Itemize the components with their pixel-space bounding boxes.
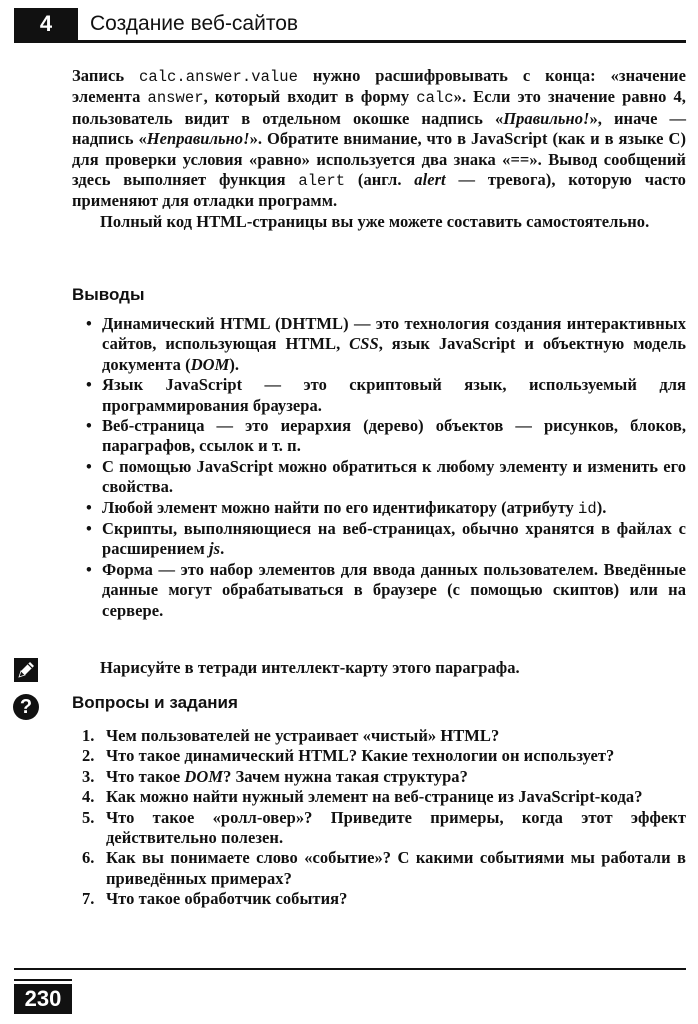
pencil-icon bbox=[14, 658, 38, 682]
question-icon: ? bbox=[13, 694, 39, 720]
list-item: • Веб-страница — это иерархия (дерево) объектов — рисунков, блоков, параграфов, ссылок и т. п. bbox=[86, 416, 686, 457]
intro-paragraph-1: Запись calc.answer.value нужно расшифровывать с конца: «значение элемента answer, который входит в форму calc». Если это значение равно 4, пользователь видит в отдельном окошке надпись «Правильно!», иначе — надпись «Неправильно!». Обратите внимание, что в JavaScript (как и в языке С) для проверки условия «равно» используется два знака «==». Вывод сообщений здесь выполняет функция alert (англ. alert — тревога), которую часто применяют для отладки программ. bbox=[72, 66, 687, 211]
header-rule bbox=[14, 40, 686, 43]
conclusions-heading: Выводы bbox=[72, 285, 145, 304]
page-number-rule bbox=[14, 979, 72, 981]
chapter-title: Создание веб-сайтов bbox=[90, 12, 299, 35]
page-header bbox=[14, 8, 686, 42]
conclusions-list bbox=[86, 314, 686, 621]
list-item: 7. Что такое обработчик события? bbox=[82, 889, 348, 909]
list-item: 6. Как вы понимаете слово «событие»? С какими событиями мы работали в приведённых примерах? bbox=[82, 848, 686, 888]
list-item: • Форма — это набор элементов для ввода данных пользователем. Введённые данные могут обрабатываться в браузере (с помощью скиптов) или на сервере. bbox=[86, 560, 686, 621]
task-text: Нарисуйте в тетради интеллект-карту этого параграфа. bbox=[100, 658, 520, 677]
list-item: • Язык JavaScript — это скриптовый язык, используемый для программирования браузера. bbox=[86, 375, 686, 416]
chapter-number: 4 bbox=[14, 8, 78, 40]
list-item: • Скрипты, выполняющиеся на веб-страницах, обычно хранятся в файлах с расширением js. bbox=[86, 519, 686, 560]
questions-list bbox=[82, 726, 686, 910]
footer-rule bbox=[14, 968, 686, 970]
page-number: 230 bbox=[14, 984, 72, 1014]
questions-heading: Вопросы и задания bbox=[72, 693, 238, 712]
list-item: 3. Что такое DOM? Зачем нужна такая структура? bbox=[82, 766, 468, 786]
intro-text bbox=[72, 66, 686, 232]
intro-paragraph-2: Полный код HTML-страницы вы уже можете составить самостоятельно. bbox=[100, 211, 650, 231]
list-item: 5. Что такое «ролл-овер»? Приведите примеры, когда этот эффект действительно полезен. bbox=[82, 807, 686, 848]
list-item: • Любой элемент можно найти по его идентификатору (атрибуту id). bbox=[86, 498, 686, 519]
list-item: 4. Как можно найти нужный элемент на веб-странице из JavaScript-кода? bbox=[82, 787, 643, 807]
list-item: • С помощью JavaScript можно обратиться к любому элементу и изменить его свойства. bbox=[86, 457, 686, 498]
list-item: 2. Что такое динамический HTML? Какие технологии он использует? bbox=[82, 746, 615, 766]
list-item: • Динамический HTML (DHTML) — это технология создания интерактивных сайтов, использующая HTML, CSS, язык JavaScript и объектную модель документа (DOM). bbox=[86, 314, 686, 375]
list-item: 1. Чем пользователей не устраивает «чистый» HTML? bbox=[82, 726, 500, 745]
